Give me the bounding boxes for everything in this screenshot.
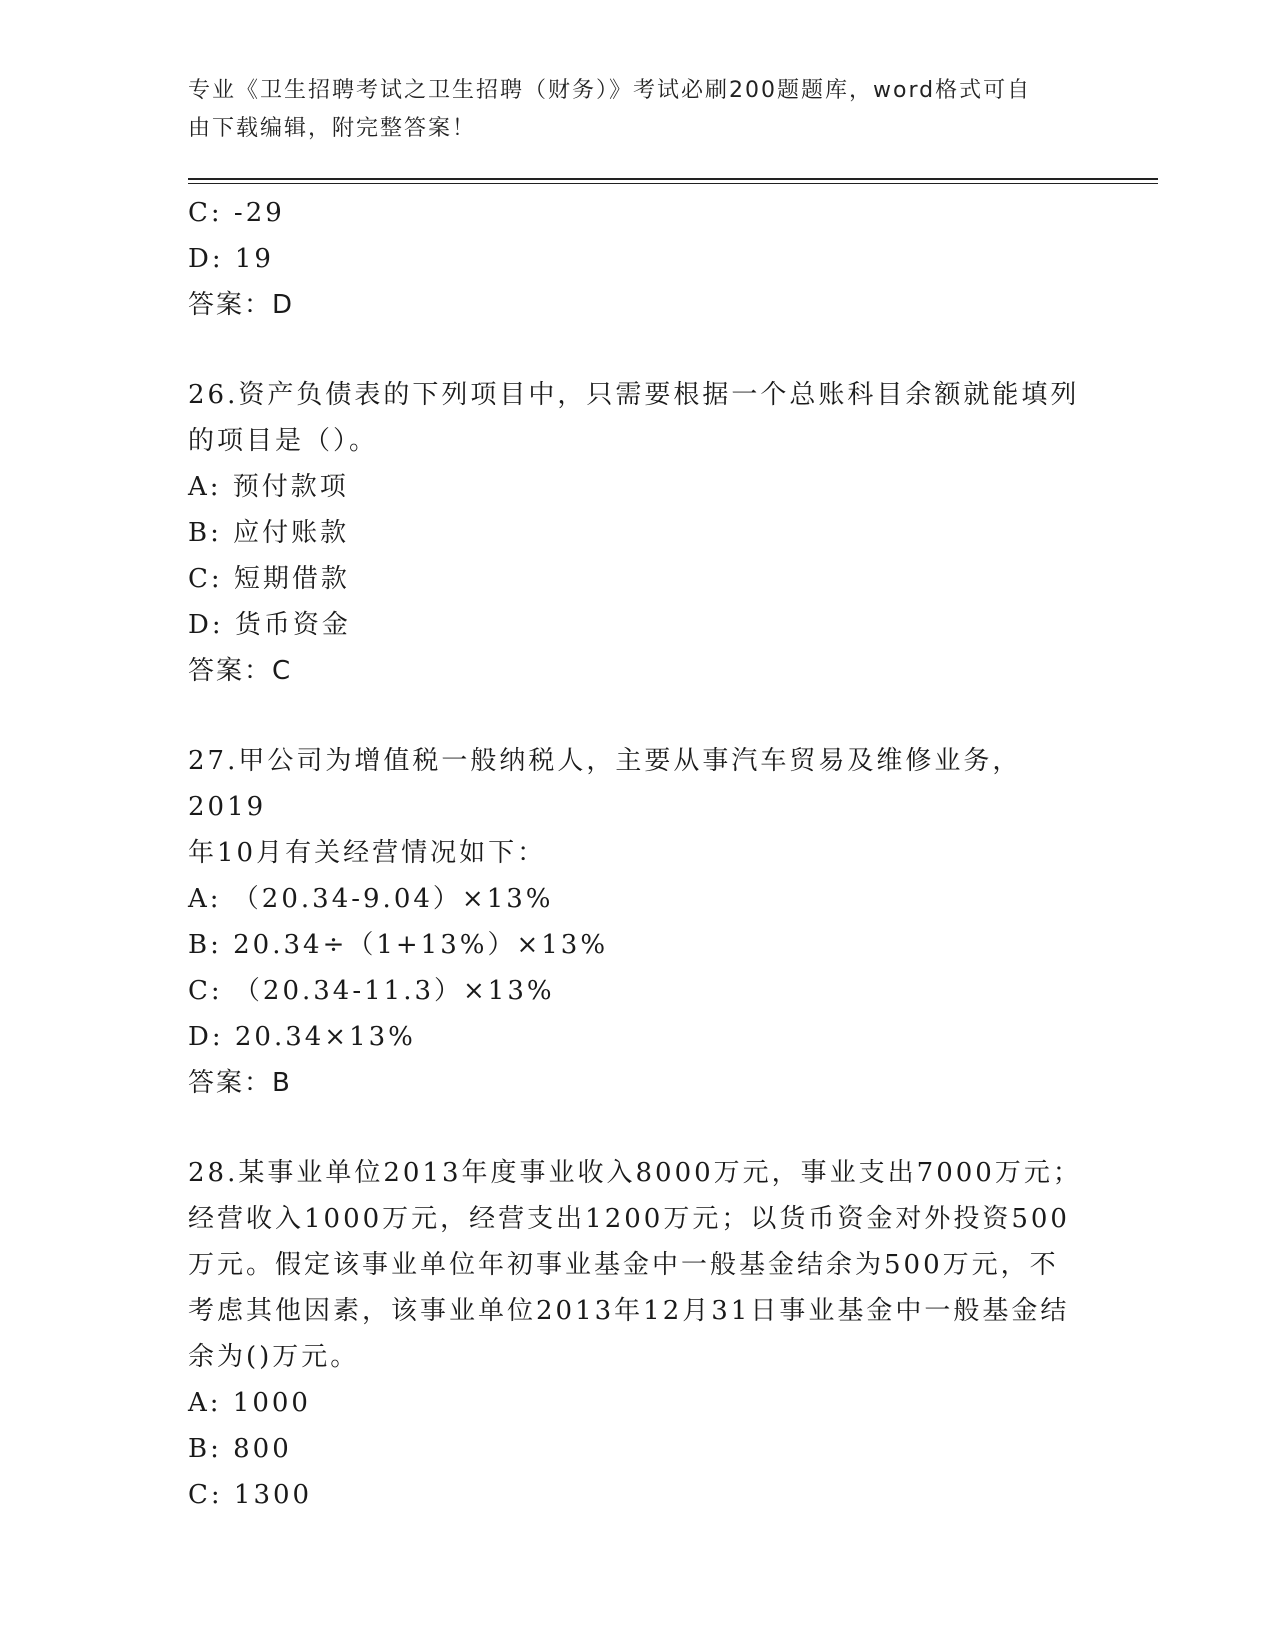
question-28 bbox=[188, 1150, 1088, 1518]
option-d: D: 19 bbox=[188, 244, 274, 274]
option-d: D: 20.34×13% bbox=[188, 1022, 416, 1052]
question-stem-line: 的项目是（）。 bbox=[188, 426, 379, 456]
spacer bbox=[188, 328, 1088, 372]
option-d: D: 货币资金 bbox=[188, 610, 351, 640]
question-stem-line: 万元。假定该事业单位年初事业基金中一般基金结余为500万元，不 bbox=[188, 1250, 1059, 1280]
question-stem-line: 年10月有关经营情况如下： bbox=[188, 838, 547, 868]
answer-line: 答案：C bbox=[188, 656, 293, 686]
answer-line: 答案：D bbox=[188, 290, 295, 320]
previous-question-tail bbox=[188, 190, 1088, 328]
question-stem-line: 27.甲公司为增值税一般纳税人，主要从事汽车贸易及维修业务，2019 bbox=[188, 746, 1022, 822]
option-c: C: 1300 bbox=[188, 1480, 313, 1510]
header-line-1: 专业《卫生招聘考试之卫生招聘（财务）》考试必刷200题题库，word格式可自 bbox=[188, 78, 1032, 103]
header-rule-thin bbox=[188, 183, 1158, 184]
question-stem-line: 26.资产负债表的下列项目中，只需要根据一个总账科目余额就能填列 bbox=[188, 380, 1080, 410]
option-a: A: （20.34-9.04）×13% bbox=[188, 884, 554, 914]
option-c: C: （20.34-11.3）×13% bbox=[188, 976, 555, 1006]
header-rule-thick bbox=[188, 178, 1158, 180]
header-line-2: 由下载编辑，附完整答案！ bbox=[188, 116, 477, 141]
question-stem-line: 经营收入1000万元，经营支出1200万元；以货币资金对外投资500 bbox=[188, 1204, 1070, 1234]
spacer bbox=[188, 694, 1088, 738]
question-stem-line: 余为()万元。 bbox=[188, 1342, 360, 1372]
question-stem-line: 28.某事业单位2013年度事业收入8000万元，事业支出7000万元； bbox=[188, 1158, 1082, 1188]
option-b: B: 应付账款 bbox=[188, 518, 350, 548]
option-c: C: -29 bbox=[188, 198, 285, 228]
option-a: A: 1000 bbox=[188, 1388, 311, 1418]
question-27 bbox=[188, 738, 1088, 1106]
option-b: B: 800 bbox=[188, 1434, 292, 1464]
answer-line: 答案：B bbox=[188, 1068, 292, 1098]
question-26 bbox=[188, 372, 1088, 694]
question-content bbox=[188, 190, 1088, 1518]
spacer bbox=[188, 1106, 1088, 1150]
option-c: C: 短期借款 bbox=[188, 564, 350, 594]
question-stem-line: 考虑其他因素，该事业单位2013年12月31日事业基金中一般基金结 bbox=[188, 1296, 1070, 1326]
document-header bbox=[188, 72, 1088, 148]
option-a: A: 预付款项 bbox=[188, 472, 349, 502]
option-b: B: 20.34÷（1+13%）×13% bbox=[188, 930, 609, 960]
